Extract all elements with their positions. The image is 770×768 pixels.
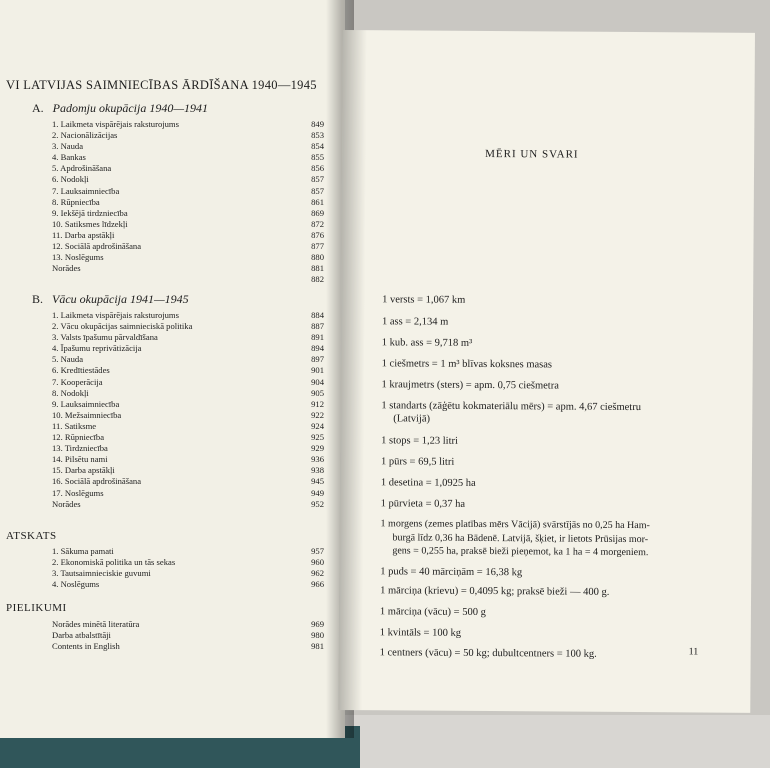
toc-entry-label: 12. Sociālā apdrošināšana — [52, 241, 142, 252]
toc-entry — [52, 141, 324, 152]
toc-entry-page: 853 — [311, 130, 324, 141]
toc-entry-page: 949 — [311, 487, 324, 498]
measure-standarts-cont: (Latvijā) — [393, 413, 431, 425]
atskats-entries — [52, 546, 324, 590]
measure-versts: 1 versts = 1,067 km — [382, 294, 466, 306]
chapter-title: VI LATVIJAS SAIMNIECĪBAS ĀRDĪŠANA 1940—1945 — [6, 78, 317, 92]
toc-entry-label: Norādes minētā literatūra — [52, 619, 140, 629]
toc-entry-label: 3. Nauda — [52, 141, 84, 152]
right-page — [338, 30, 755, 713]
measure-kvintals: 1 kvintāls = 100 kg — [379, 627, 462, 639]
toc-entry-label: Contents in English — [52, 641, 120, 652]
toc-entry-label: 1. Laikmeta vispārējais raksturojums — [52, 310, 179, 320]
toc-entry-page: 925 — [311, 432, 324, 443]
page-curve-shadow — [338, 30, 367, 710]
measure-stops: 1 stops = 1,23 litri — [381, 435, 458, 447]
toc-entry — [52, 399, 324, 410]
toc-entry-page: 938 — [311, 465, 324, 476]
toc-entry — [52, 343, 324, 354]
toc-entry-label: 10. Satiksmes līdzekļi — [52, 218, 128, 229]
toc-entry-label: 9. Iekšējā tirdzniecība — [52, 207, 128, 218]
toc-entry — [52, 568, 324, 579]
toc-entry-page: 904 — [311, 376, 324, 387]
toc-entry-page: 891 — [311, 332, 324, 343]
toc-entry-page: 880 — [311, 252, 324, 263]
toc-entry — [52, 476, 324, 487]
toc-entry-label: 3. Tautsaimnieciskie guvumi — [52, 568, 151, 579]
toc-entry-label: 8. Rūpniecība — [52, 196, 100, 207]
toc-entry-page: 882 — [311, 274, 324, 285]
toc-entry — [52, 197, 324, 208]
toc-entry — [52, 163, 324, 174]
toc-entry — [52, 219, 324, 230]
toc-entry-page: 936 — [311, 454, 324, 465]
section-a-letter: A. — [32, 101, 44, 115]
toc-entry-label: 8. Nodokļi — [52, 387, 89, 398]
toc-entry-page: 849 — [311, 119, 324, 129]
measure-morgens — [380, 517, 720, 560]
section-b-entries — [52, 310, 324, 510]
toc-entry — [52, 454, 324, 465]
toc-entry-page: 855 — [311, 152, 324, 163]
toc-entry — [52, 432, 324, 443]
pielikumi-entries — [52, 619, 324, 652]
toc-entry — [52, 465, 324, 476]
toc-entry-page: 894 — [311, 343, 324, 354]
measure-marcina-vacu: 1 mārciņa (vācu) = 500 g — [379, 606, 486, 619]
measure-purs: 1 pūrs = 69,5 litri — [380, 456, 455, 468]
toc-entry — [52, 241, 324, 252]
toc-entry — [52, 630, 324, 641]
toc-entry — [52, 365, 324, 376]
toc-entry — [52, 208, 324, 219]
measure-centners: 1 centners (vācu) = 50 kg; dubultcentners = 100 kg. — [379, 647, 597, 660]
toc-entry — [52, 186, 324, 197]
toc-entry-page: 924 — [311, 420, 324, 431]
toc-entry-label: Norādes — [52, 263, 81, 274]
toc-entry-page: 872 — [311, 218, 324, 229]
toc-entry-label: 9. Lauksaimniecība — [52, 398, 120, 409]
toc-entry-label: 4. Noslēgums — [52, 579, 100, 590]
measure-marcina-krievu: 1 mārciņa (krievu) = 0,4095 kg; praksē bieži — 400 g. — [380, 585, 610, 598]
toc-entry — [52, 119, 324, 130]
toc-entry-page: 969 — [311, 619, 324, 629]
toc-entry-label: 16. Sociālā apdrošināšana — [52, 476, 142, 487]
toc-entry-label: 5. Apdrošināšana — [52, 163, 112, 174]
toc-entry-page: 884 — [311, 310, 324, 320]
toc-entry-page: 877 — [311, 241, 324, 252]
toc-entry-label: 6. Kredītiestādes — [52, 365, 110, 376]
left-page — [0, 0, 345, 738]
section-a — [32, 101, 324, 285]
page-number: 11 — [688, 646, 699, 658]
toc-entry — [52, 488, 324, 499]
toc-entry-label: 17. Noslēgums — [52, 487, 104, 498]
toc-entry-label: 4. Īpašumu reprivātizācija — [52, 343, 142, 354]
toc-entry-label: 6. Nodokļi — [52, 174, 89, 185]
toc-entry-label: 13. Noslēgums — [52, 252, 104, 263]
toc-entry-page: 952 — [311, 498, 324, 509]
toc-entry — [52, 557, 324, 568]
toc-entry — [52, 421, 324, 432]
atskats-heading: ATSKATS — [6, 530, 57, 542]
measure-purvieta: 1 pūrvieta = 0,37 ha — [380, 498, 466, 510]
toc-entry — [52, 263, 324, 274]
measure-ciesmetrs: 1 ciešmetrs = 1 m³ blīvas koksnes masas — [381, 358, 553, 371]
toc-entry-page: 981 — [311, 641, 324, 652]
toc-entry-label: 7. Kooperācija — [52, 376, 103, 387]
toc-entry — [52, 410, 324, 421]
toc-entry-page: 857 — [311, 185, 324, 196]
toc-entry-page: 876 — [311, 229, 324, 240]
toc-entry-page: 966 — [311, 579, 324, 590]
toc-entry — [52, 252, 324, 263]
toc-entry — [52, 310, 324, 321]
pielikumi-section — [52, 619, 324, 652]
toc-entry-label: 1. Sākuma pamati — [52, 546, 114, 556]
toc-entry — [52, 354, 324, 365]
section-a-heading — [32, 101, 324, 116]
toc-entry — [52, 377, 324, 388]
toc-entry-label: 2. Nacionālizācijas — [52, 130, 118, 141]
toc-entry — [52, 130, 324, 141]
toc-entry — [52, 499, 324, 510]
section-b-letter: B. — [32, 292, 44, 306]
toc-entry-label: 14. Pilsētu nami — [52, 454, 108, 465]
atskats-section — [52, 546, 324, 590]
measure-morgens-line1: 1 morgens (zemes platības mērs Vācijā) svārstījās no 0,25 ha Ham- — [380, 518, 650, 532]
toc-entry-page: 901 — [311, 365, 324, 376]
toc-entry-label: 2. Ekonomiskā politika un tās sekas — [52, 557, 176, 568]
toc-entry-page: 962 — [311, 568, 324, 579]
toc-entry — [52, 388, 324, 399]
toc-entry — [52, 546, 324, 557]
toc-entry-label: 13. Tirdzniecība — [52, 443, 108, 454]
toc-entry-page: 912 — [311, 398, 324, 409]
toc-entry-label: 15. Darba apstākļi — [52, 465, 115, 476]
toc-entry-label: 3. Valsts īpašumu pārvaldīšana — [52, 332, 158, 343]
toc-entry-page: 960 — [311, 557, 324, 568]
toc-entry — [52, 641, 324, 652]
toc-entry — [52, 321, 324, 332]
toc-entry-page: 929 — [311, 443, 324, 454]
toc-entry-label: Norādes — [52, 498, 81, 509]
measure-desetina: 1 desetina = 1,0925 ha — [380, 477, 476, 489]
section-a-title: Padomju okupācija 1940—1941 — [52, 101, 208, 115]
measure-morgens-line3: gens = 0,255 ha, praksē bieži pieņemot, ka 1 ha = 4 morgeniem. — [392, 545, 649, 559]
toc-entry-page: 869 — [311, 207, 324, 218]
toc-entry-label: 12. Rūpniecība — [52, 432, 105, 443]
toc-entry — [52, 332, 324, 343]
toc-entry-page: 856 — [311, 163, 324, 174]
section-a-entries — [52, 119, 324, 285]
toc-entry-page: 905 — [311, 387, 324, 398]
measure-ass: 1 ass = 2,134 m — [381, 316, 449, 328]
toc-entry-page: 857 — [311, 174, 324, 185]
toc-entry-page: 897 — [311, 354, 324, 365]
toc-entry — [52, 230, 324, 241]
toc-entry-page: 957 — [311, 546, 324, 556]
toc-entry-label: Darba atbalstītāji — [52, 630, 111, 641]
toc-entry — [52, 579, 324, 590]
measure-kraujmetrs: 1 kraujmetrs (sters) = apm. 0,75 ciešmetra — [381, 379, 559, 392]
toc-entry — [52, 619, 324, 630]
section-b — [32, 292, 324, 510]
measure-kub-ass: 1 kub. ass = 9,718 m³ — [381, 337, 473, 349]
measure-morgens-line2: burgā līdz 0,36 ha Bādenē. Latvijā, šķiet, ir lietots Prūsijas mor- — [392, 531, 649, 545]
page-title: MĒRI UN SVARI — [485, 147, 579, 161]
toc-entry-label: 10. Mežsaimniecība — [52, 409, 122, 420]
toc-entry-page: 854 — [311, 141, 324, 152]
section-b-heading — [32, 292, 324, 307]
toc-entry-page: 945 — [311, 476, 324, 487]
toc-entry — [52, 152, 324, 163]
toc-entry-label: 2. Vācu okupācijas saimnieciskā politika — [52, 321, 193, 332]
toc-entry-page: 980 — [311, 630, 324, 641]
toc-entry — [52, 443, 324, 454]
toc-entry-label: 1. Laikmeta vispārējais raksturojums — [52, 119, 179, 129]
toc-entry-page: 922 — [311, 409, 324, 420]
measure-standarts: 1 standarts (zāģētu kokmateriālu mērs) = apm. 4,67 ciešmetru — [381, 400, 642, 414]
pielikumi-heading: PIELIKUMI — [6, 602, 67, 614]
measure-puds: 1 puds = 40 mārciņām = 16,38 kg — [380, 566, 523, 579]
toc-entry-page: 887 — [311, 321, 324, 332]
toc-entry — [52, 174, 324, 185]
toc-entry-page: 881 — [311, 263, 324, 274]
section-b-title: Vācu okupācija 1941—1945 — [52, 292, 189, 306]
toc-entry-page: 861 — [311, 196, 324, 207]
toc-entry-label: 11. Satiksme — [52, 420, 97, 431]
toc-entry-label: 5. Nauda — [52, 354, 84, 365]
toc-entry-label: 11. Darba apstākļi — [52, 229, 115, 240]
toc-entry-label: 4. Bankas — [52, 152, 86, 163]
toc-entry — [52, 274, 324, 285]
toc-entry-label: 7. Lauksaimniecība — [52, 185, 120, 196]
